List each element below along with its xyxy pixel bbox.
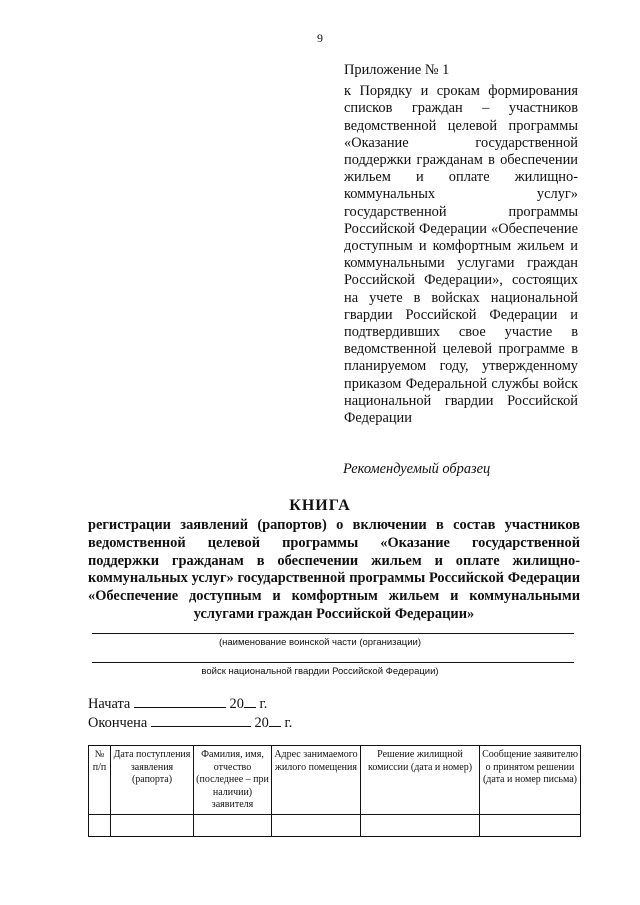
appendix-block xyxy=(344,62,578,427)
book-title: КНИГА xyxy=(289,497,351,514)
col-header-date-received: Дата поступления заявления (рапорта) xyxy=(111,746,194,815)
table-cell xyxy=(480,814,581,836)
started-date-row xyxy=(88,695,267,713)
sample-label: Рекомендуемый образец xyxy=(343,461,491,477)
page-number: 9 xyxy=(317,31,323,45)
table-cell xyxy=(272,814,361,836)
appendix-body: к Порядку и срокам формирования списков граждан – участников ведомственной целевой программы «Оказание государственной поддержки гражданам в обеспечении жильем и оплате жилищно-коммунальных услуг» государственной программы Российской Федерации «Обеспечение доступным и комфортным жильем и коммунальными услугами граждан Российской Федерации», состоящих на учете в войсках национальной гвардии Российской Федерации и подтвердивших свое участие в ведомственной целевой программе в планируемом году, утвержденному приказом Федеральной службы войск национальной гвардии Российской Федерации xyxy=(344,83,578,427)
registration-table xyxy=(88,745,581,837)
started-year-blank xyxy=(244,695,256,708)
started-year-prefix: 20 xyxy=(229,696,244,712)
col-header-commission-decision: Решение жилищной комиссии (дата и номер) xyxy=(361,746,480,815)
book-subtitle: регистрации заявлений (рапортов) о включении в состав участников ведомственной целевой программы «Оказание государственной поддержки гражданам в обеспечении жильем и оплате жилищно-коммунальных услуг» государственной программы Российской Федерации «Обеспечение доступным и комфортным жильем и коммунальными услугами граждан Российской Федерации» xyxy=(88,517,580,622)
table-cell xyxy=(89,814,111,836)
started-year-suffix: г. xyxy=(259,696,268,712)
table-row xyxy=(89,814,581,836)
ended-date-row xyxy=(88,714,292,732)
table-header-row xyxy=(89,746,581,815)
started-label: Начата xyxy=(88,696,131,712)
col-header-applicant-name: Фамилия, имя, отчество (последнее – при наличии) заявителя xyxy=(194,746,272,815)
ended-label: Окончена xyxy=(88,715,148,731)
troops-line xyxy=(92,662,574,663)
ended-year-suffix: г. xyxy=(284,715,293,731)
unit-name-line xyxy=(92,633,574,634)
appendix-title: Приложение № 1 xyxy=(344,62,450,78)
col-header-address: Адрес занимаемого жилого помещения xyxy=(272,746,361,815)
troops-caption: войск национальной гвардии Российской Федерации) xyxy=(201,666,439,677)
ended-year-prefix: 20 xyxy=(254,715,269,731)
table-cell xyxy=(194,814,272,836)
unit-name-caption: (наименование воинской части (организации) xyxy=(218,637,422,648)
table-cell xyxy=(361,814,480,836)
table-cell xyxy=(111,814,194,836)
col-header-number: № п/п xyxy=(89,746,111,815)
started-date-blank xyxy=(134,695,226,708)
ended-year-blank xyxy=(269,714,281,727)
col-header-notification: Сообщение заявителю о принятом решении (дата и номер письма) xyxy=(480,746,581,815)
ended-date-blank xyxy=(151,714,251,727)
